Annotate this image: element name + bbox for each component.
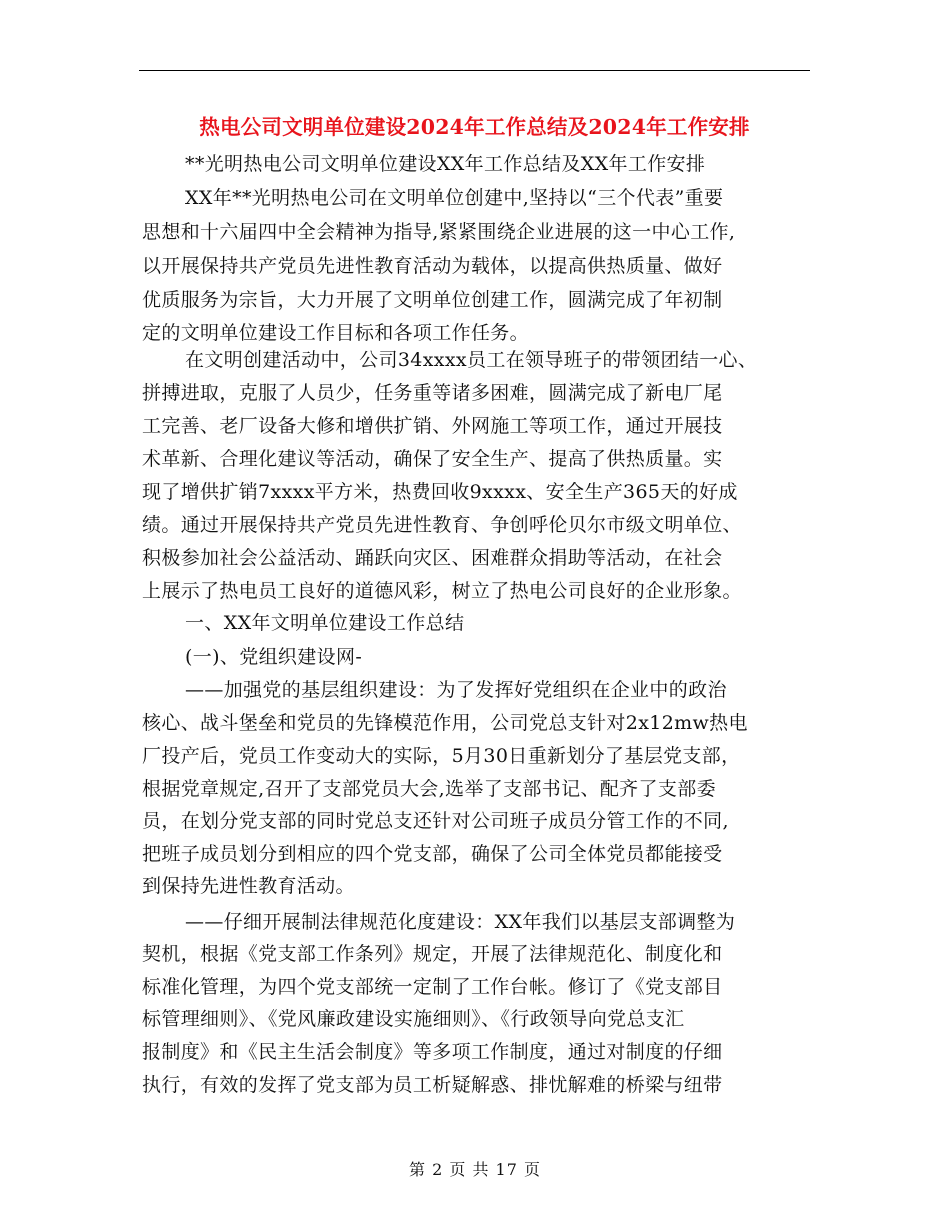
text-line: 把班子成员划分到相应的四个党支部，确保了公司全体党员都能接受 [142, 843, 723, 865]
text-line: XX年**光明热电公司在文明单位创建中,坚持以“三个代表”重要 [185, 187, 724, 209]
text-line: 厂投产后，党员工作变动大的实际，5月30日重新划分了基层党支部， [142, 745, 741, 767]
text-line: 术革新、合理化建议等活动，确保了安全生产、提高了供热质量。实 [142, 448, 723, 470]
text-line: 拼搏进取，克服了人员少，任务重等诸多困难，圆满完成了新电厂尾 [142, 382, 723, 404]
text-line: 执行，有效的发挥了党支部为员工析疑解惑、排忧解难的桥梁与纽带 [142, 1074, 723, 1096]
text-line: **光明热电公司文明单位建设XX年工作总结及XX年工作安排 [185, 153, 706, 175]
top-rule [139, 70, 810, 71]
text-line: 积极参加社会公益活动、踊跃向灾区、困难群众捐助等活动，在社会 [142, 547, 723, 569]
text-line: ——仔细开展制法律规范化度建设：XX年我们以基层支部调整为 [185, 911, 736, 933]
text-line: 核心、战斗堡垒和党员的先锋模范作用，公司党总支针对2x12mw热电 [142, 712, 748, 734]
text-line: 到保持先进性教育活动。 [142, 875, 355, 897]
text-line: 报制度》和《民主生活会制度》等多项工作制度，通过对制度的仔细 [142, 1041, 723, 1063]
text-line: 员，在划分党支部的同时党总支还针对公司班子成员分管工作的不同, [142, 810, 729, 832]
text-line: 标准化管理，为四个党支部统一定制了工作台帐。修订了《党支部目 [142, 976, 723, 998]
text-line: 以开展保持共产党员先进性教育活动为载体，以提高供热质量、做好 [142, 255, 723, 277]
text-line: ——加强党的基层组织建设：为了发挥好党组织在企业中的政治 [185, 679, 727, 701]
text-line: 在文明创建活动中，公司34xxxx员工在领导班子的带领团结一心、 [185, 349, 758, 371]
document-title: 热电公司文明单位建设2024年工作总结及2024年工作安排 [199, 115, 750, 139]
text-line: 思想和十六届四中全会精神为指导,紧紧围绕企业进展的这一中心工作, [142, 221, 736, 243]
text-line: 绩。通过开展保持共产党员先进性教育、争创呼伦贝尔市级文明单位、 [142, 514, 742, 536]
text-line: 一、XX年文明单位建设工作总结 [185, 612, 465, 634]
text-line: 工完善、老厂设备大修和增供扩销、外网施工等项工作，通过开展技 [142, 415, 723, 437]
text-line: 定的文明单位建设工作目标和各项工作任务。 [142, 322, 530, 344]
page-number-footer: 第 2 页 共 17 页 [409, 1160, 541, 1179]
text-line: 根据党章规定,召开了支部党员大会,选举了支部书记、配齐了支部委 [142, 778, 716, 800]
text-line: 契机，根据《党支部工作条列》规定，开展了法律规范化、制度化和 [142, 943, 723, 965]
text-line: 标管理细则》、《党风廉政建设实施细则》、《行政领导向党总支汇 [142, 1008, 685, 1030]
text-line: (一)、党组织建设网- [185, 646, 363, 668]
text-line: 现了增供扩销7xxxx平方米，热费回收9xxxx、安全生产365天的好成 [142, 481, 738, 503]
text-line: 优质服务为宗旨，大力开展了文明单位创建工作，圆满完成了年初制 [142, 289, 723, 311]
text-line: 上展示了热电员工良好的道德风彩，树立了热电公司良好的企业形象。 [142, 580, 742, 602]
